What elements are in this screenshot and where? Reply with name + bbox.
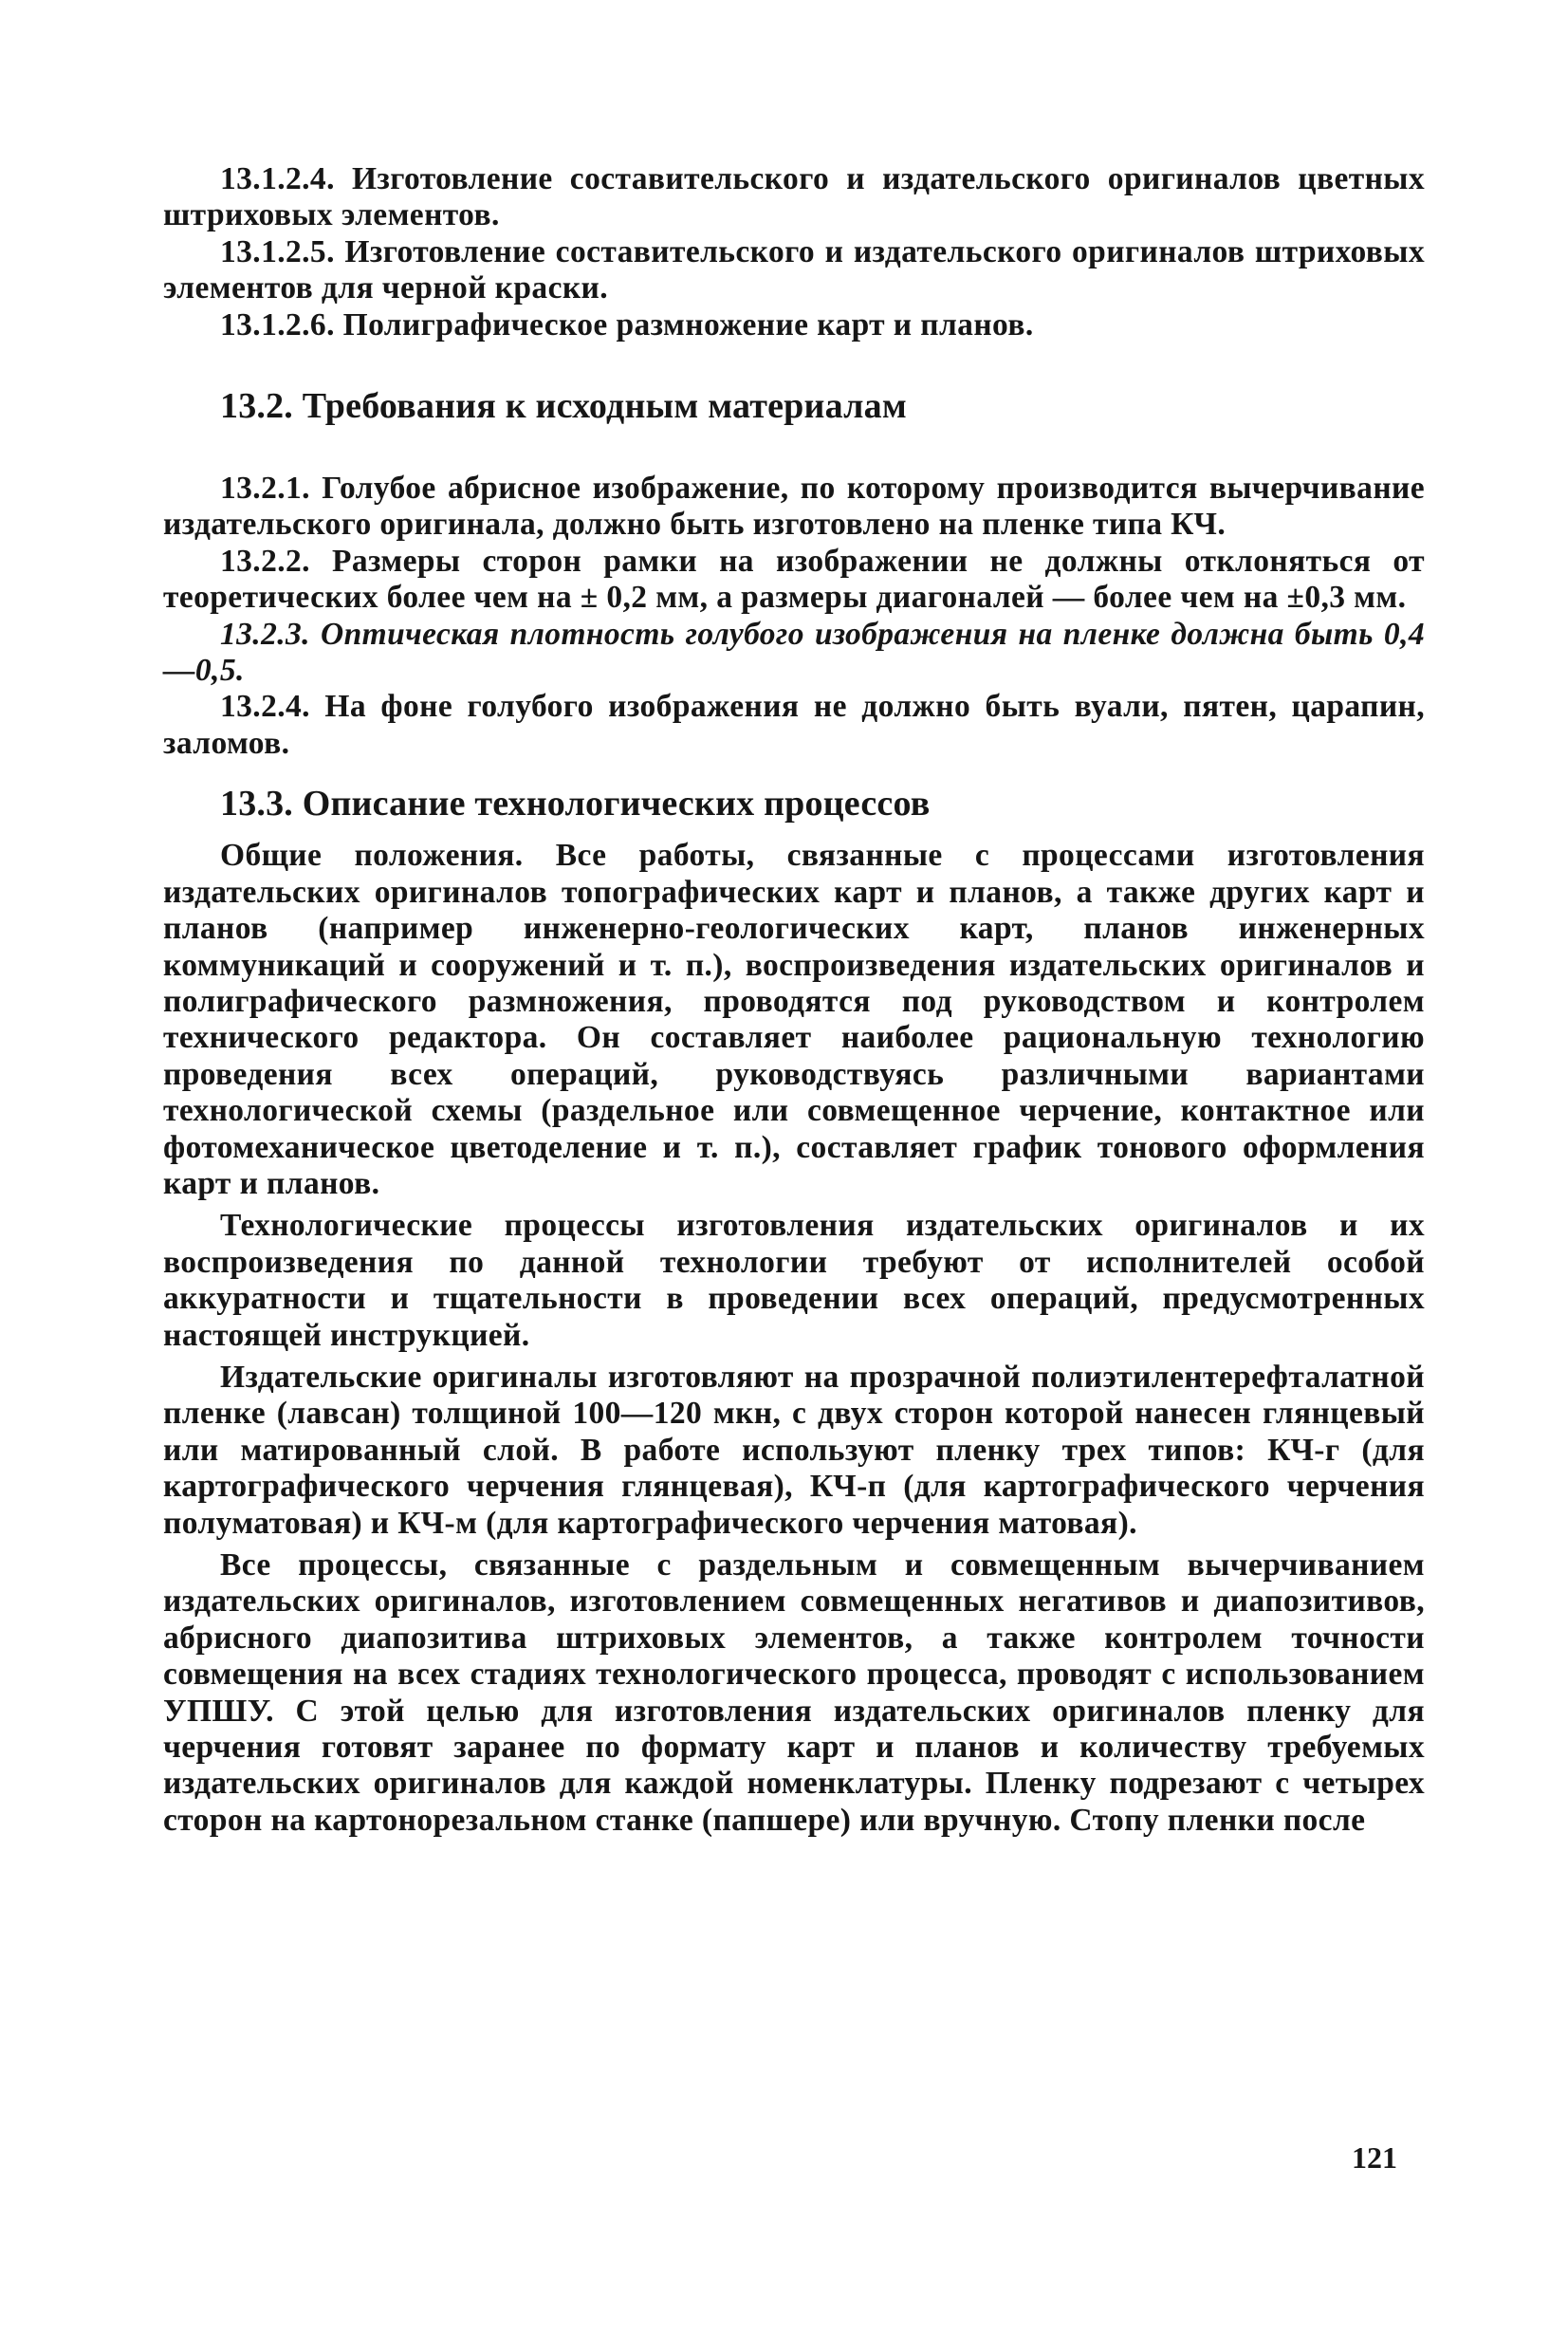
paragraph-13-2-3: 13.2.3. Оптическая плотность голубого изображения на пленке должна быть 0,4—0,5. (163, 616, 1425, 689)
paragraph-13-2-1: 13.2.1. Голубое абрисное изображение, по которому производится вычерчивание издательского оригинала, должно быть изготовлено на пленке типа КЧ. (163, 471, 1425, 543)
paragraph-13-2-4: 13.2.4. На фоне голубого изображения не должно быть вуали, пятен, царапин, заломов. (163, 689, 1425, 761)
page-number: 121 (1352, 2140, 1397, 2175)
paragraph-general-provisions: Общие положения. Все работы, связанные с процессами изготовления издательских оригиналов топографических карт и планов, а также других карт и планов (например инженерно-геологических карт, планов инженерных коммуникаций и сооружений и т. п.), воспроизведения издательских оригиналов и полиграфического размножения, проводятся под руководством и контролем технического редактора. Он составляет наиболее рациональную технологию проведения всех операций, руководствуясь различными вариантами технологической схемы (раздельное или совмещенное черчение, контактное или фотомеханическое цветоделение и т. п.), составляет график тонового оформления карт и планов. (163, 838, 1425, 1201)
document-page (163, 161, 1425, 1839)
item-13-1-2-5: 13.1.2.5. Изготовление составительского и издательского оригиналов штриховых элементов для черной краски. (163, 233, 1425, 306)
paragraph-all-processes: Все процессы, связанные с раздельным и совмещенным вычерчиванием издательских оригиналов, изготовлением совмещенных негативов и диапозитивов, абрисного диапозитива штриховых элементов, а также контролем точности совмещения на всех стадиях технологического процесса, проводят с использованием УПШУ. С этой целью для изготовления издательских оригиналов пленку для черчения готовят заранее по формату карт и планов и количеству требуемых издательских оригиналов для каждой номенклатуры. Пленку подрезают с четырех сторон на картонорезальном станке (папшере) или вручную. Стопу пленки после (163, 1547, 1425, 1838)
paragraph-13-2-2: 13.2.2. Размеры сторон рамки на изображении не должны отклоняться от теоретических более чем на ± 0,2 мм, а размеры диагоналей — более чем на ±0,3 мм. (163, 543, 1425, 616)
paragraph-publishing-originals: Издательские оригиналы изготовляют на прозрачной полиэтилентерефталатной пленке (лавсан) толщиной 100—120 мкн, с двух сторон которой нанесен глянцевый или матированный слой. В работе используют пленку трех типов: КЧ-г (для картографического черчения глянцевая), КЧ-п (для картографического черчения полуматовая) и КЧ-м (для картографического черчения матовая). (163, 1359, 1425, 1541)
item-13-1-2-6: 13.1.2.6. Полиграфическое размножение карт и планов. (220, 306, 1034, 343)
section-heading-13-2: 13.2. Требования к исходным материалам (220, 386, 907, 427)
paragraph-technological-processes: Технологические процессы изготовления издательских оригиналов и их воспроизведения по данной технологии требуют от исполнителей особой аккуратности и тщательности в проведении всех операций, предусмотренных настоящей инструкцией. (163, 1208, 1425, 1353)
item-13-1-2-4: 13.1.2.4. Изготовление составительского и издательского оригиналов цветных штриховых элементов. (163, 161, 1425, 233)
section-heading-13-3: 13.3. Описание технологических процессов (220, 784, 931, 824)
